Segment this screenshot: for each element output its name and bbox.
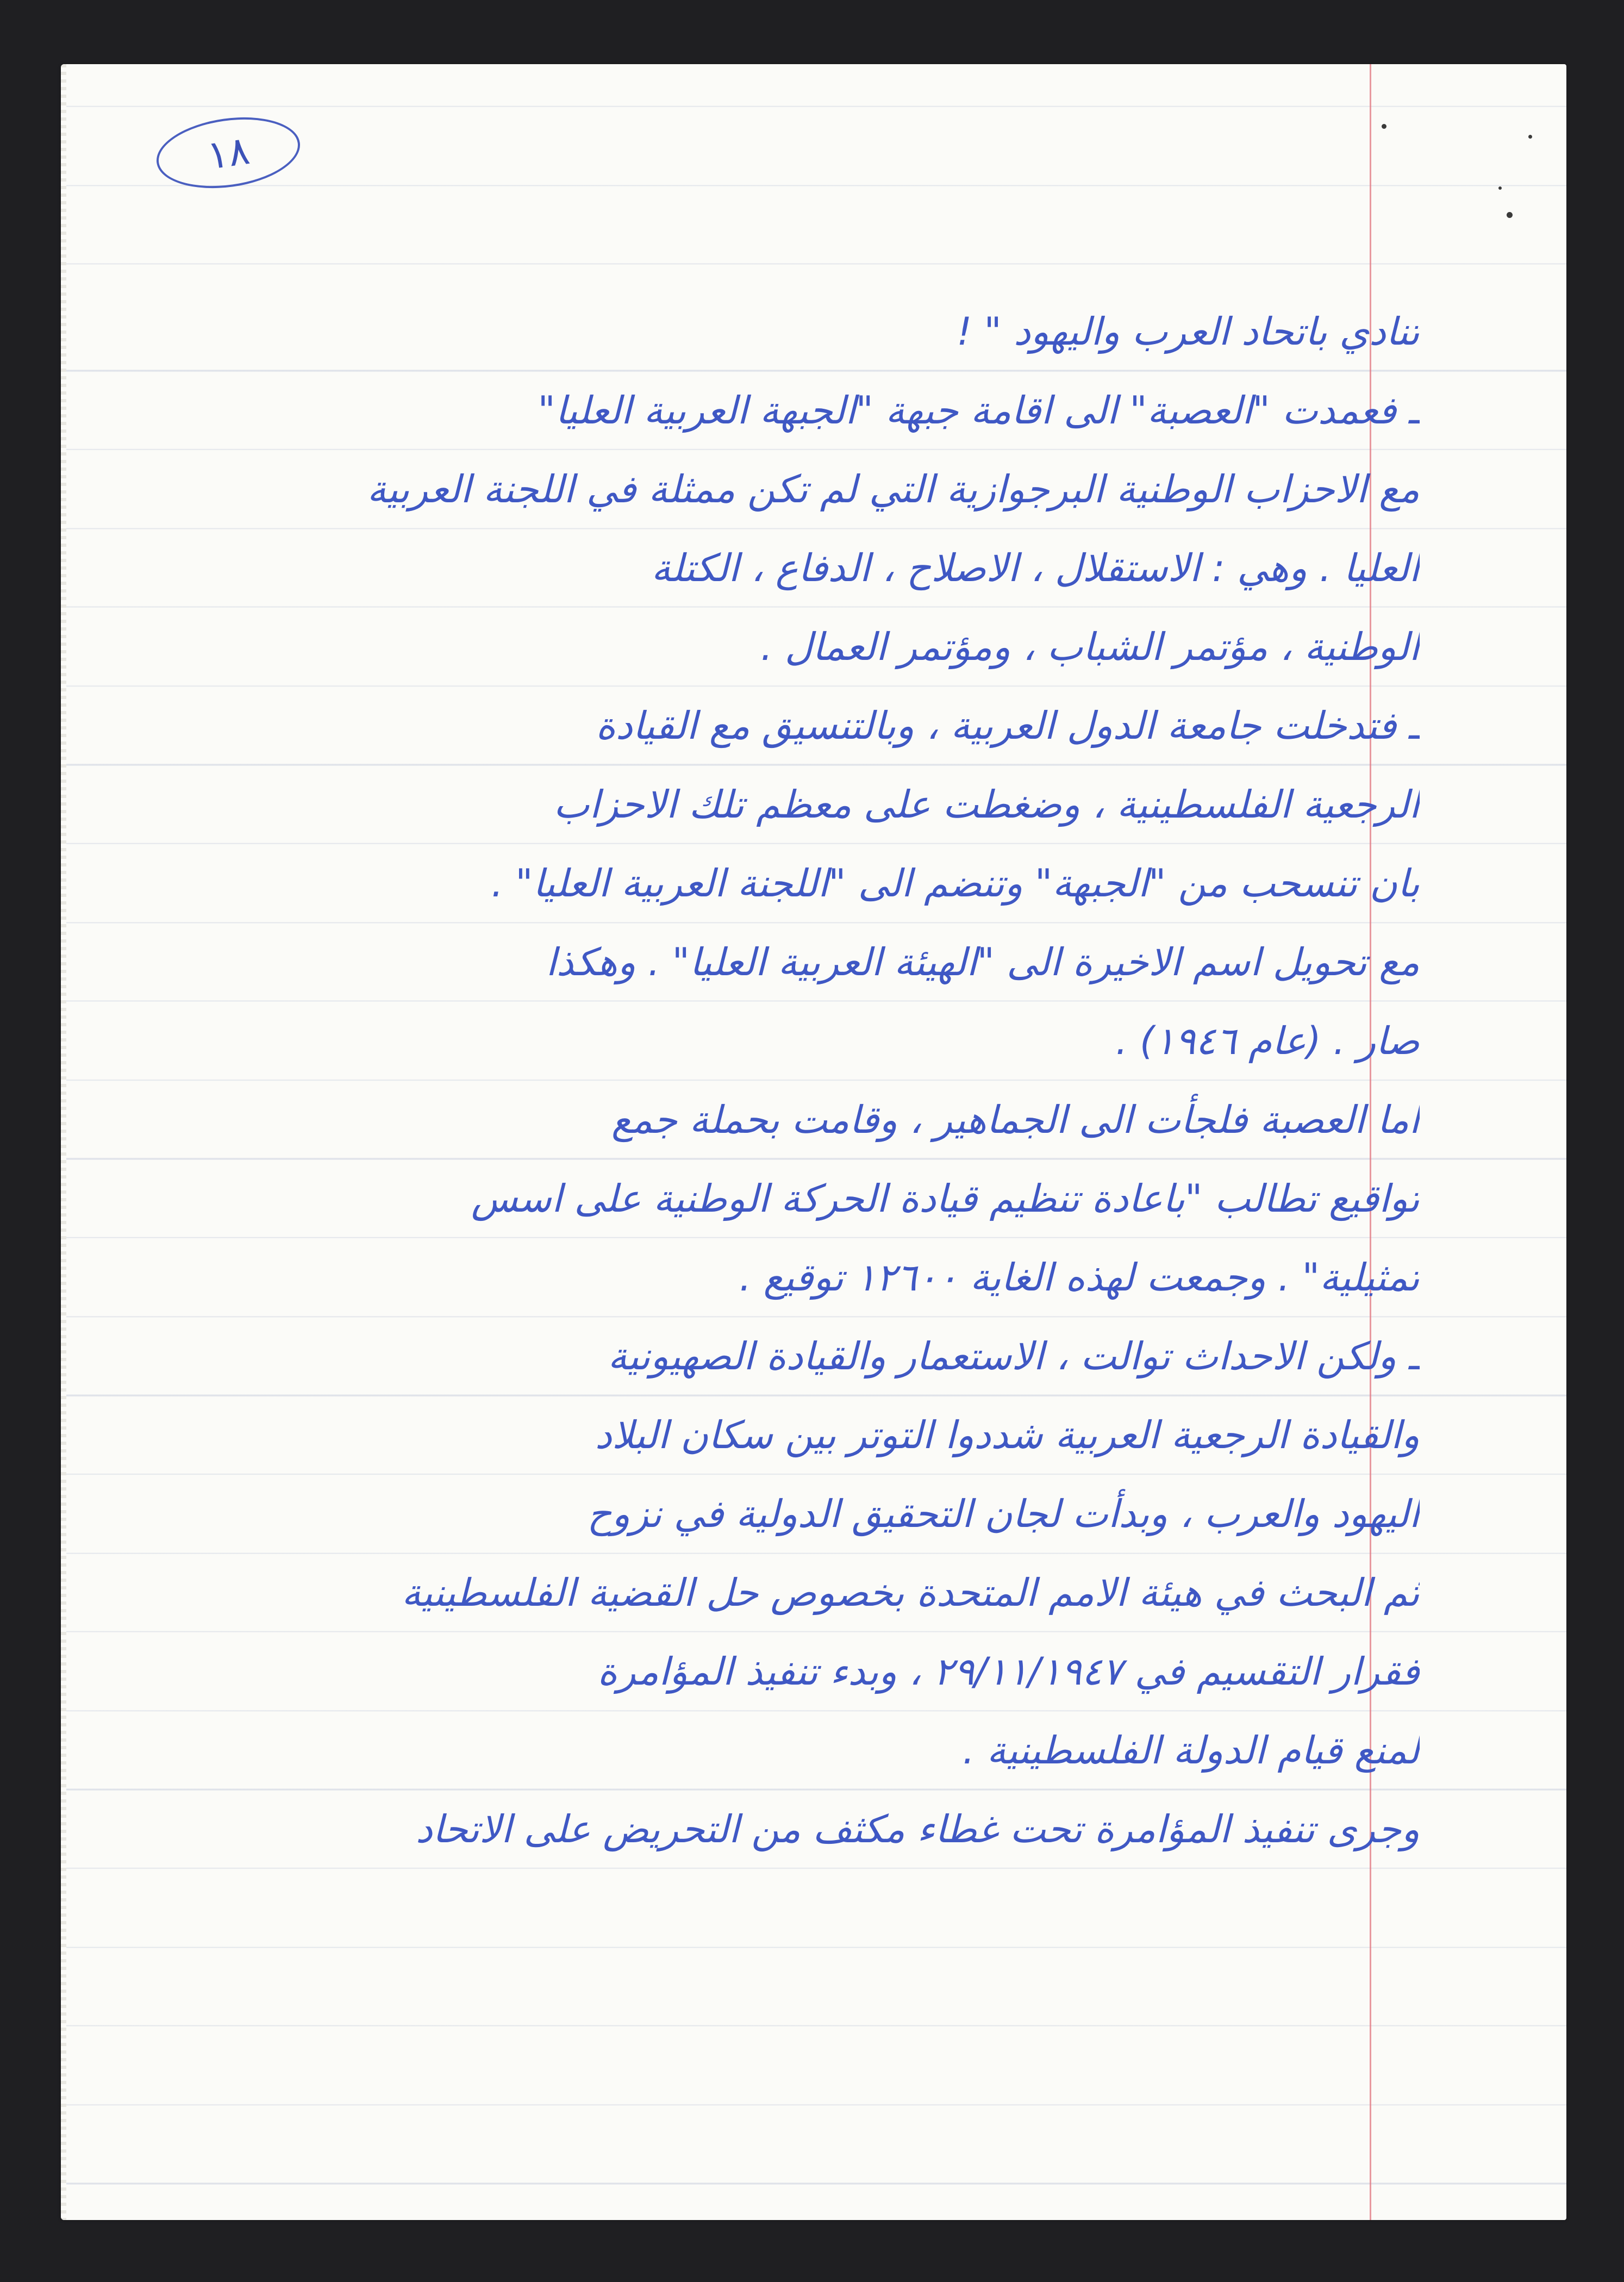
- text-line: مع الاحزاب الوطنية البرجوازية التي لم تكن ممثلة في اللجنة العربية: [367, 467, 1420, 512]
- text-line: اليهود والعرب ، وبدأت لجان التحقيق الدولية في نزوح: [587, 1492, 1420, 1536]
- circled-page-number: ١٨: [152, 109, 305, 197]
- text-line: صار . (عام ١٩٤٦) .: [1115, 1019, 1420, 1063]
- text-line: والقيادة الرجعية العربية شددوا التوتر بين سكان البلاد: [595, 1413, 1420, 1457]
- text-line: ـ فعمدت "العصبة" الى اقامة جبهة "الجبهة العربية العليا": [538, 388, 1420, 433]
- paper-speck: [1382, 124, 1386, 129]
- perforated-left-edge: [61, 64, 66, 2220]
- text-line: مع تحويل اسم الاخيرة الى "الهيئة العربية العليا" . وهكذا: [546, 940, 1420, 984]
- handwritten-paper-sheet: [61, 64, 1566, 2220]
- text-line: اما العصبة فلجأت الى الجماهير ، وقامت بحملة جمع: [611, 1098, 1420, 1142]
- text-line: وجرى تنفيذ المؤامرة تحت غطاء مكثف من التحريض على الاتحاد: [415, 1807, 1420, 1851]
- handwritten-text-block: [153, 292, 1420, 1869]
- paper-speck: [1498, 186, 1502, 190]
- text-line: بان تنسحب من "الجبهة" وتنضم الى "اللجنة العربية العليا" .: [491, 861, 1420, 906]
- text-line: تواقيع تطالب "باعادة تنظيم قيادة الحركة الوطنية على اسس: [471, 1176, 1420, 1221]
- text-line: لمنع قيام الدولة الفلسطينية .: [963, 1728, 1420, 1773]
- text-line: ثم البحث في هيئة الامم المتحدة بخصوص حل القضية الفلسطينية: [401, 1570, 1420, 1615]
- text-line: الرجعية الفلسطينية ، وضغطت على معظم تلك الاحزاب: [553, 782, 1420, 827]
- text-line: الوطنية ، مؤتمر الشباب ، ومؤتمر العمال .: [760, 625, 1420, 669]
- text-line: تنادي باتحاد العرب واليهود " !: [957, 309, 1420, 354]
- text-line: ـ فتدخلت جامعة الدول العربية ، وبالتنسيق مع القيادة: [596, 703, 1420, 748]
- text-line: ـ ولكن الاحداث توالت ، الاستعمار والقيادة الصهيونية: [608, 1334, 1420, 1379]
- text-line: العليا . وهي : الاستقلال ، الاصلاح ، الدفاع ، الكتلة: [651, 546, 1420, 590]
- text-line: تمثيلية" . وجمعت لهذه الغاية ١٢٦٠٠ توقيع .: [739, 1255, 1420, 1300]
- paper-speck: [1528, 135, 1532, 139]
- paper-speck: [1507, 212, 1513, 218]
- text-line: فقرار التقسيم في ٢٩/١١/١٩٤٧ ، وبدء تنفيذ المؤامرة: [597, 1649, 1420, 1694]
